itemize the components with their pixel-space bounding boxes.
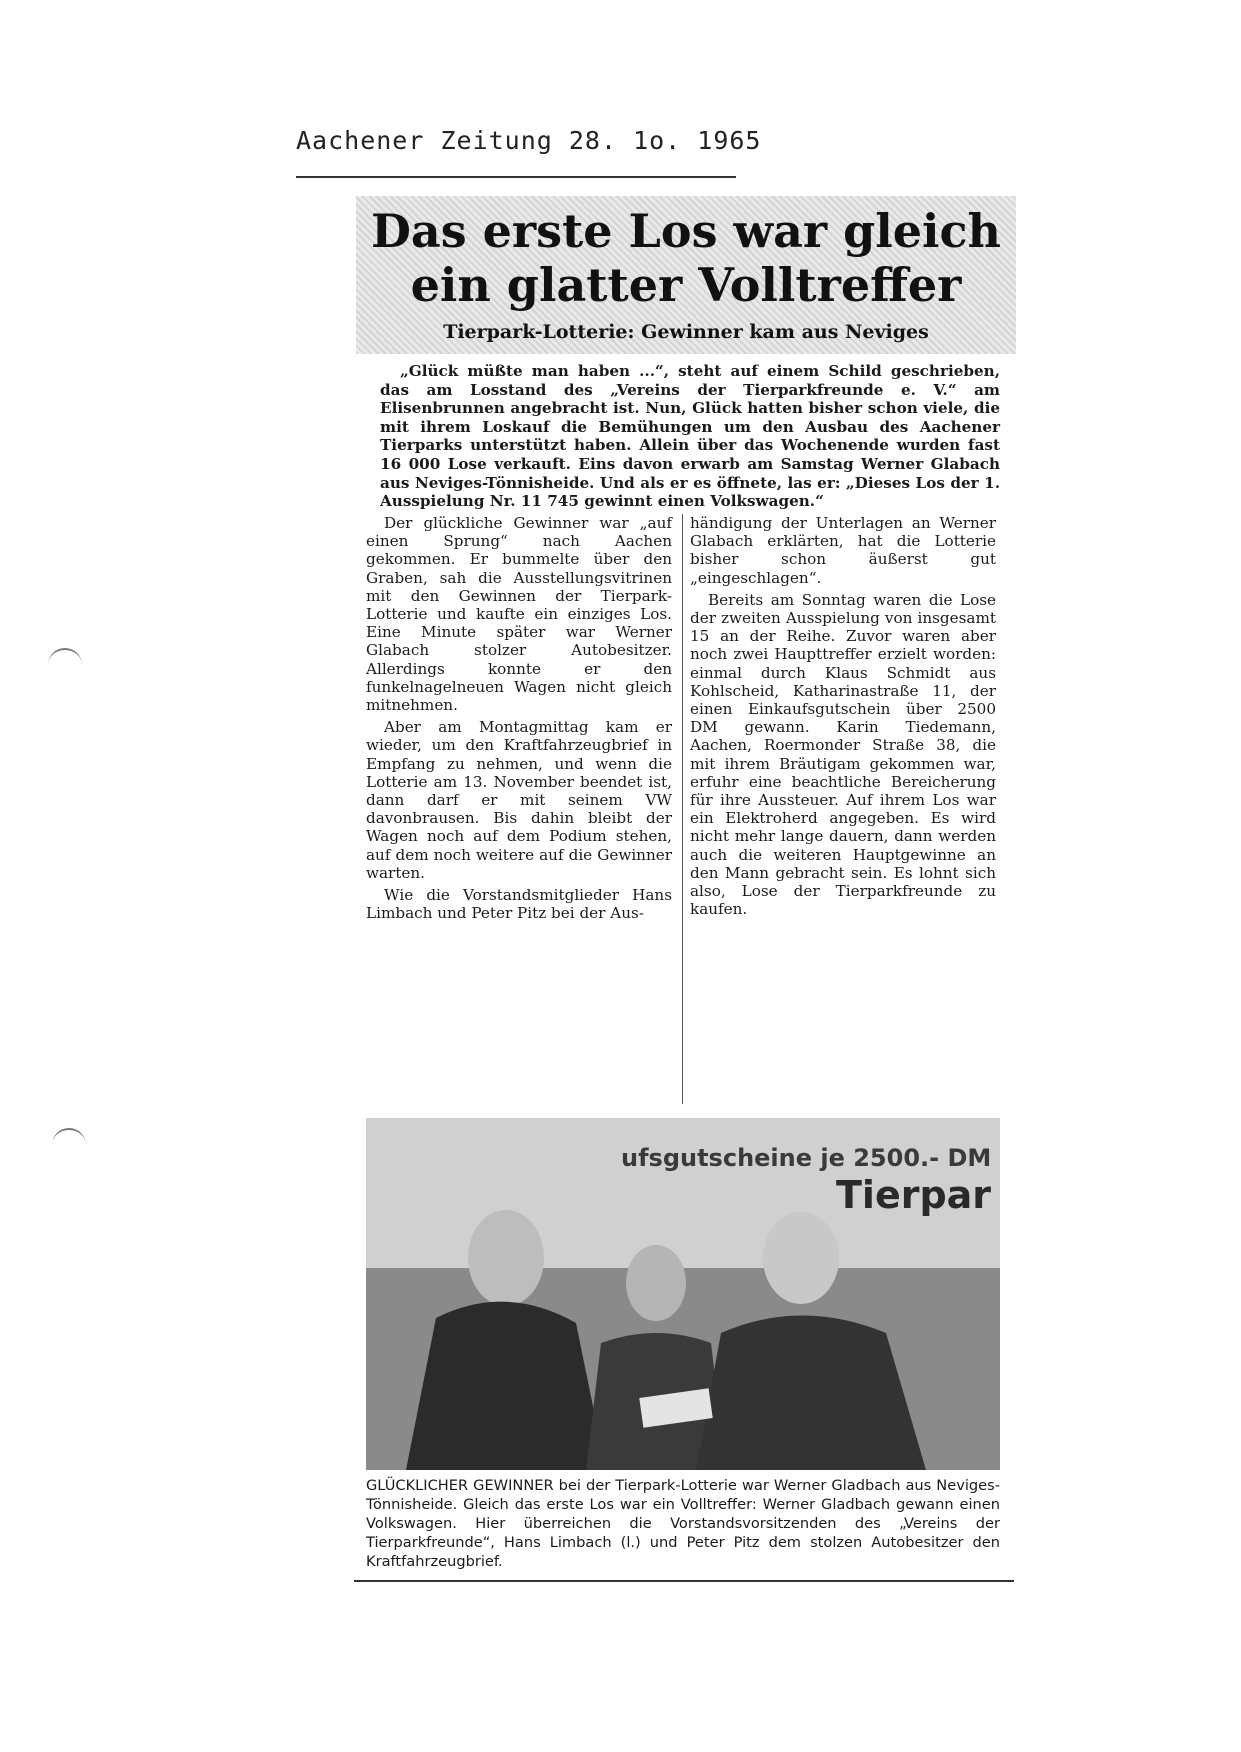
clipping-bottom-rule <box>354 1580 1014 1582</box>
photo-caption <box>366 1476 1000 1571</box>
photo-sign-text-right: Tierpar <box>836 1173 992 1217</box>
caption-text: bei der Tierpark-Lotterie war Werner Gladbach aus Neviges-Tönnisheide. Gleich das erste Los war ein Volltreffer: Werner Gladbach gewann einen Volkswagen. Hier überreichen die Vorstandsvorsitzenden des „Vereins der Tierparkfreunde“, Hans Limbach (l.) und Peter Pitz dem stolzen Autobesitzer den Kraftfahrzeugbrief. <box>366 1477 1000 1570</box>
photo-sign-text: ufsgutscheine je 2500.- DM <box>621 1144 992 1172</box>
news-photo <box>366 1118 1000 1470</box>
column-divider <box>682 514 683 1104</box>
photo-person-left-body <box>406 1302 606 1470</box>
caption-lead: GLÜCKLICHER GEWINNER <box>366 1477 554 1494</box>
subheadline: Tierpark-Lotterie: Gewinner kam aus Neviges <box>443 321 929 343</box>
right-column <box>690 514 996 922</box>
left-paragraph-1: Der glückliche Gewinner war „auf einen Sprung“ nach Aachen gekommen. Er bummelte über den Graben, sah die Ausstellungsvitrinen mit den Gewinnen der Tierpark-Lotterie und kaufte ein einziges Los. Eine Minute später war Werner Glabach stolzer Autobesitzer. Allerdings konnte er den funkelnagelneuen Wagen nicht gleich mitnehmen. <box>366 514 672 715</box>
newspaper-clipping <box>356 196 1016 1570</box>
punch-hole-top <box>48 648 82 674</box>
right-paragraph-continuation: händigung der Unterlagen an Werner Glabach erklärten, hat die Lotterie bisher schon äußerst gut „eingeschlagen“. <box>690 514 996 587</box>
headline-line-1: Das erste Los war gleich <box>371 204 1001 258</box>
headline-line-2: ein glatter Volltreffer <box>410 258 962 312</box>
source-note: Aachener Zeitung 28. 1o. 1965 <box>296 126 762 155</box>
photo-person-right-head <box>763 1212 839 1304</box>
left-paragraph-2: Aber am Montagmittag kam er wieder, um den Kraftfahrzeugbrief in Empfang zu nehmen, und wenn die Lotterie am 13. November beendet ist, dann darf er mit seinem VW davonbrausen. Bis dahin bleibt der Wagen noch auf dem Podium stehen, auf dem noch weitere auf die Gewinner warten. <box>366 718 672 882</box>
headline <box>356 204 1016 312</box>
photo-person-left-head <box>468 1210 544 1306</box>
photo-person-middle-head <box>626 1245 686 1321</box>
source-underline <box>296 176 736 178</box>
left-column <box>366 514 672 926</box>
right-paragraph-1: Bereits am Sonntag waren die Lose der zweiten Ausspielung von insgesamt 15 an der Reihe. Zuvor waren aber noch zwei Haupttreffer erzielt worden: einmal durch Klaus Schmidt aus Kohlscheid, Katharinastraße 11, der einen Einkaufsgutschein über 2500 DM gewann. Karin Tiedemann, Aachen, Roermonder Straße 38, die mit ihrem Bräutigam gekommen war, erfuhr eine beachtliche Bereicherung für ihre Aussteuer. Auf ihrem Los war ein Elektroherd angegeben. Es wird nicht mehr lange dauern, dann werden auch die weiteren Hauptgewinne an den Mann gebracht sein. Es lohnt sich also, Lose der Tierparkfreunde zu kaufen. <box>690 590 996 919</box>
left-paragraph-3: Wie die Vorstandsmitglieder Hans Limbach und Peter Pitz bei der Aus- <box>366 886 672 923</box>
lead-paragraph: „Glück müßte man haben ...“, steht auf einem Schild geschrieben, das am Losstand des „Vereins der Tierparkfreunde e. V.“ am Elisenbrunnen angebracht ist. Nun, Glück hatten bisher schon viele, die mit ihrem Loskauf die Bemühungen um den Ausbau des Aachener Tierparks unterstützt haben. Allein über das Wochenende wurden fast 16 000 Lose verkauft. Eins davon erwarb am Samstag Werner Glabach aus Neviges-Tönnisheide. Und als er es öffnete, las er: „Dieses Los der 1. Ausspielung Nr. 11 745 gewinnt einen Volkswagen.“ <box>380 362 1000 511</box>
punch-hole-bottom <box>52 1128 86 1154</box>
